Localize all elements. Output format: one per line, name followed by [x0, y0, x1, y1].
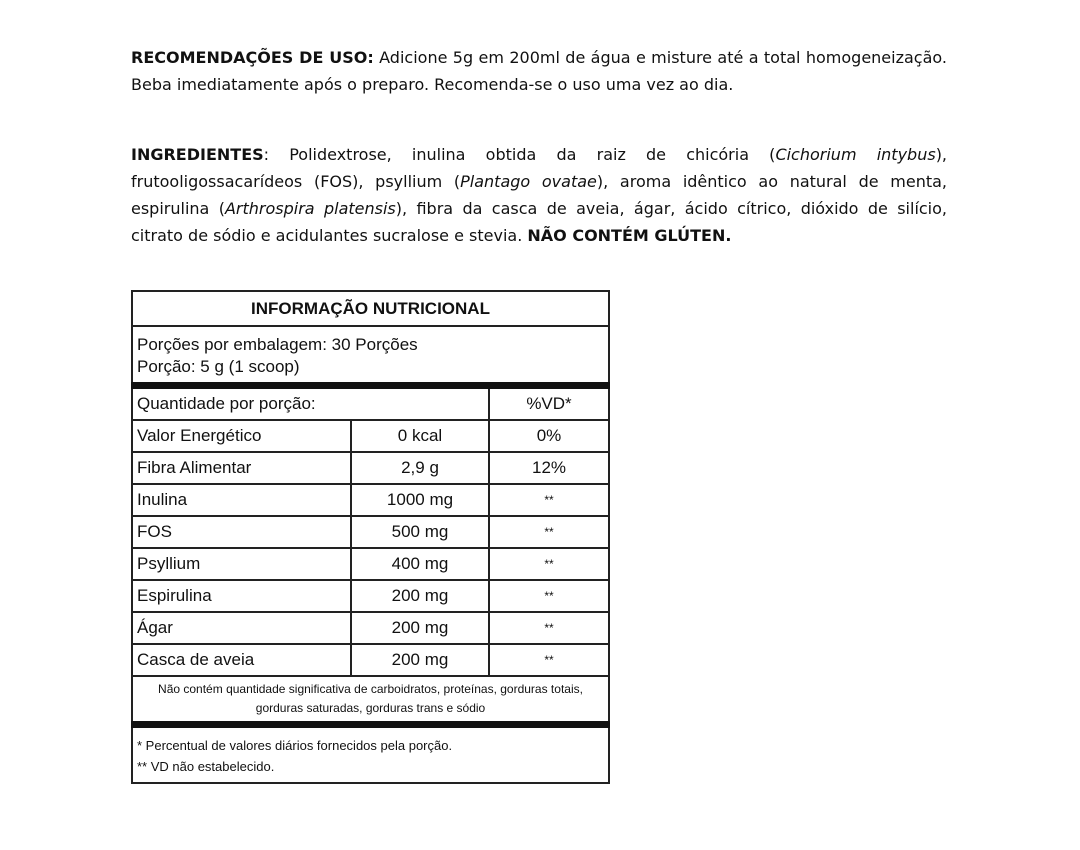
table-row [132, 420, 609, 452]
footnote-vd: * Percentual de valores diários fornecidos pela porção. [137, 738, 453, 753]
nutrient-vd: ** [489, 612, 609, 644]
ingredients-label: INGREDIENTES [131, 145, 264, 164]
nutrient-vd: ** [489, 548, 609, 580]
table-row [132, 644, 609, 676]
ingredients-text-4: ), fibra da casca de aveia, ágar, ácido cítrico, dióxido de silício, citrato de sódio e acidulantes sucralose e stevia. [131, 199, 948, 245]
nutrient-amount: 200 mg [351, 612, 489, 644]
portion-size: Porção: 5 g (1 scoop) [137, 356, 300, 376]
nutrient-name: Espirulina [132, 580, 351, 612]
ingredients-text-1: : Polidextrose, inulina obtida da raiz de chicória ( [263, 145, 776, 164]
nutrient-amount: 500 mg [351, 516, 489, 548]
nutrient-name: Valor Energético [132, 420, 351, 452]
ingredients-italic-1: Cichorium intybus [775, 145, 936, 164]
vd-header: %VD* [489, 386, 609, 421]
nutrient-amount: 1000 mg [351, 484, 489, 516]
nutrient-vd: ** [489, 516, 609, 548]
nutrient-amount: 400 mg [351, 548, 489, 580]
nutrient-amount: 200 mg [351, 644, 489, 676]
nutrition-title: INFORMAÇÃO NUTRICIONAL [132, 291, 609, 326]
gluten-statement: NÃO CONTÉM GLÚTEN. [527, 226, 732, 245]
nutrient-name: Fibra Alimentar [132, 452, 351, 484]
nutrient-vd: ** [489, 644, 609, 676]
nutrient-amount: 200 mg [351, 580, 489, 612]
usage-text: Adicione 5g em 200ml de água e misture até a total homogeneização. Beba imediatamente após o preparo. Recomenda-se o uso uma vez ao dia. [131, 48, 947, 94]
nutrient-amount: 2,9 g [351, 452, 489, 484]
nutrient-vd: ** [489, 580, 609, 612]
ingredients-paragraph [131, 141, 947, 249]
ingredients-text-2: ), frutooligossacarídeos (FOS), psyllium ( [131, 145, 948, 191]
nutrient-vd: 0% [489, 420, 609, 452]
usage-paragraph [131, 44, 947, 98]
table-row [132, 548, 609, 580]
table-row [132, 516, 609, 548]
ingredients-italic-2: Plantago ovatae [460, 172, 597, 191]
table-row [132, 580, 609, 612]
table-row [132, 612, 609, 644]
nutrient-name: Casca de aveia [132, 644, 351, 676]
nutrient-amount: 0 kcal [351, 420, 489, 452]
insignificant-note: Não contém quantidade significativa de carboidratos, proteínas, gorduras totais, gorduras saturadas, gorduras trans e sódio [132, 676, 609, 725]
nutrient-name: Ágar [132, 612, 351, 644]
ingredients-italic-3: Arthrospira platensis [224, 199, 396, 218]
usage-label: RECOMENDAÇÕES DE USO: [131, 48, 374, 67]
nutrient-vd: 12% [489, 452, 609, 484]
ingredients-text-3: ), aroma idêntico ao natural de menta, espirulina ( [131, 172, 947, 218]
footnote-not-established: ** VD não estabelecido. [137, 759, 275, 774]
nutrient-vd: ** [489, 484, 609, 516]
nutrient-name: Inulina [132, 484, 351, 516]
table-row [132, 484, 609, 516]
quantity-header: Quantidade por porção: [132, 386, 489, 421]
servings-per-package: Porções por embalagem: 30 Porções [137, 334, 418, 354]
portion-info [132, 326, 609, 386]
nutrient-name: FOS [132, 516, 351, 548]
footnotes [132, 725, 609, 784]
table-row [132, 452, 609, 484]
nutrition-table [131, 290, 610, 784]
nutrient-name: Psyllium [132, 548, 351, 580]
